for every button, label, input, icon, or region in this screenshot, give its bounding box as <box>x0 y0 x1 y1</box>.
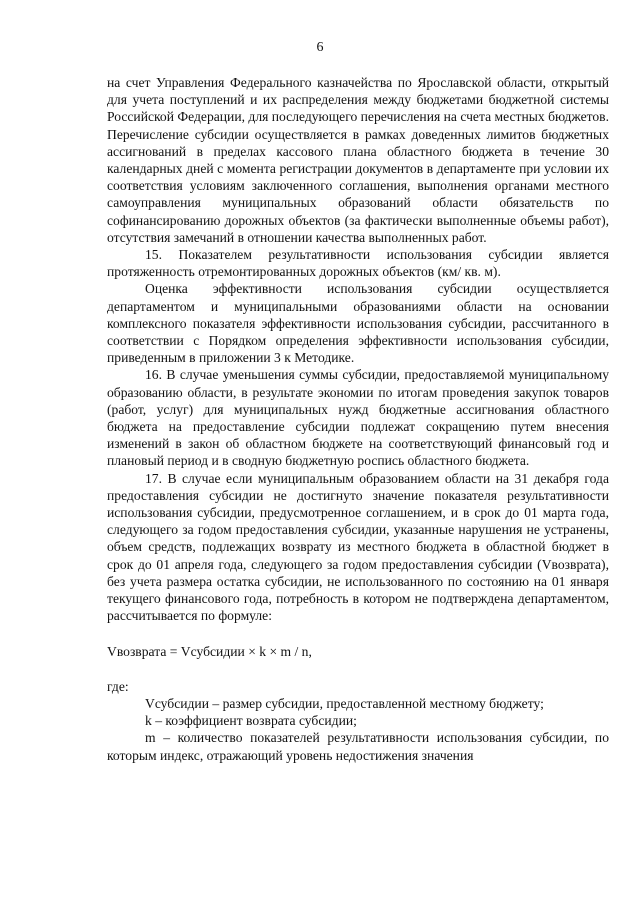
page-number: 6 <box>316 40 324 55</box>
return-formula: Vвозврата = Vсубсидии × k × m / n, <box>107 643 312 659</box>
paragraph-efficiency-assessment: Оценка эффективности использования субсидии осуществляется департаментом и муниципальными образованиями области на основании комплексного показателя эффективности использования субсидии, рассчитанного в соответствии с Порядком определения эффективности использования субсидии, приведенным в приложении 3 к Методике. <box>107 281 609 366</box>
paragraph-17: 17. В случае если муниципальным образованием области на 31 декабря года предоставления субсидии не достигнуто значение показателя результативности использования субсидии, предусмотренное соглашением, и в срок до 01 марта года, следующего за годом предоставления субсидии, указанные нарушения не устранены, объем средств, подлежащих возврату из местного бюджета в областной бюджет в срок до 01 апреля года, следующего за годом предоставления субсидии (Vвозврата), без учета размера остатка субсидии, не использованного по состоянию на 01 января текущего финансового года, потребность в котором не подтверждена департаментом, рассчитывается по формуле: <box>107 470 609 624</box>
paragraph-payment-transfer: на счет Управления Федерального казначейства по Ярославской области, открытый для учета поступлений и их распределения между бюджетами бюджетной системы Российской Федерации, для последующего перечисления на счета местных бюджетов. Перечисление субсидии осуществляется в рамках доведенных лимитов бюджетных ассигнований в пределах кассового плана областного бюджета в течение 30 календарных дней с момента регистрации документов в департаменте при условии их соответствия условиям заключенного соглашения, выполнения органами местного самоуправления муниципальных образований области обязательств по софинансированию дорожных объектов (за фактически выполненные объемы работ), отсутствия замечаний в отношении качества выполненных работ. <box>107 75 609 245</box>
definition-v-subsidy: Vсубсидии – размер субсидии, предоставленной местному бюджету; <box>145 695 544 711</box>
where-label: где: <box>107 678 129 694</box>
definition-m: m – количество показателей результативности использования субсидии, по которым индекс, отражающий уровень недостижения значения <box>107 730 609 763</box>
document-body <box>107 74 609 764</box>
paragraph-16: 16. В случае уменьшения суммы субсидии, предоставляемой муниципальному образованию области, в результате экономии по итогам проведения закупок товаров (работ, услуг) для муниципальных нужд бюджетные ассигнования областного бюджета на предоставление субсидии подлежат сокращению путем внесения изменений в закон об областном бюджете на соответствующий финансовый год и плановый период и в сводную бюджетную роспись областного бюджета. <box>107 367 609 469</box>
definition-k: k – коэффициент возврата субсидии; <box>145 713 357 729</box>
paragraph-15: 15. Показателем результативности использования субсидии является протяженность отремонтированных дорожных объектов (км/ кв. м). <box>107 247 609 280</box>
